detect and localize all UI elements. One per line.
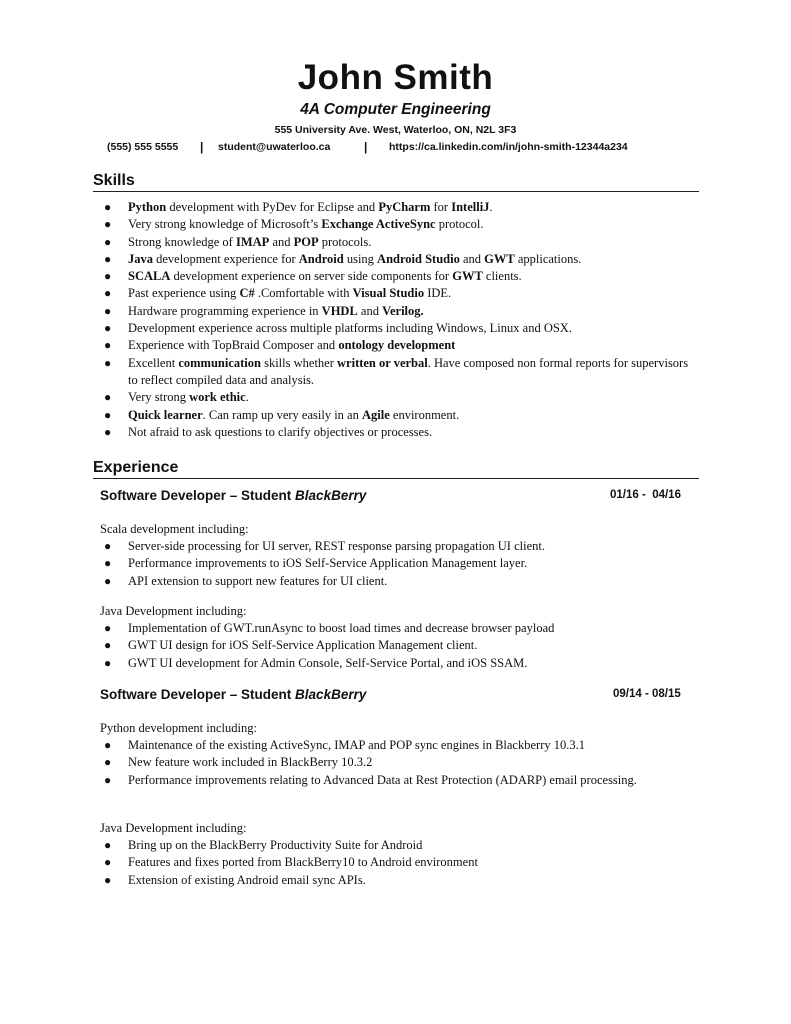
skill-item: [100, 234, 700, 251]
skill-text: development experience for: [153, 251, 299, 266]
skill-text: Experience with TopBraid Composer and: [128, 338, 339, 353]
skill-keyword: ontology development: [338, 338, 456, 353]
skill-keyword: work ethic: [189, 390, 246, 405]
linkedin-link[interactable]: https://ca.linkedin.com/in/john-smith-12344a234: [389, 141, 628, 153]
experience-heading: Experience: [93, 459, 179, 476]
skill-keyword: SCALA: [128, 269, 171, 284]
skill-text: clients.: [482, 269, 522, 284]
address: 555 University Ave. West, Waterloo, ON, N2L 3F3: [274, 124, 517, 136]
skill-keyword: C#: [239, 286, 255, 301]
job-title: [100, 686, 366, 704]
responsibility-list: [100, 620, 700, 672]
responsibility-text: Implementation of GWT.runAsync to boost load times and decrease browser payload: [128, 621, 555, 635]
responsibility-item: [100, 620, 700, 637]
group-intro: Java Development including:: [100, 821, 247, 835]
skill-item: [100, 389, 700, 406]
skill-keyword: GWT: [452, 269, 483, 284]
bullet-icon: ●: [104, 321, 112, 336]
skill-text: protocol.: [435, 217, 484, 232]
responsibility-text: GWT UI development for Admin Console, Self-Service Portal, and iOS SSAM.: [128, 655, 528, 670]
skill-keyword: written or verbal: [337, 355, 428, 370]
responsibility-item: [100, 837, 700, 854]
skill-text: Very strong: [128, 390, 190, 405]
skill-keyword: PyCharm: [378, 200, 431, 214]
skill-text: .: [489, 200, 493, 214]
bullet-icon: ●: [104, 556, 112, 571]
skill-keyword: IMAP: [235, 234, 270, 249]
bullet-icon: ●: [104, 269, 112, 284]
skill-keyword: GWT: [484, 251, 515, 266]
responsibility-item: [100, 854, 700, 871]
skill-text: environment.: [389, 407, 460, 422]
candidate-name: John Smith: [297, 58, 494, 97]
skill-text: Not afraid to ask questions to clarify objectives or processes.: [128, 424, 433, 439]
bullet-icon: ●: [104, 755, 112, 770]
contact-separator: |: [364, 140, 368, 154]
responsibility-text: New feature work included in BlackBerry 10.3.2: [128, 755, 373, 770]
skill-text: Hardware programming experience in: [128, 303, 322, 318]
skill-keyword: Exchange ActiveSync: [321, 217, 436, 232]
skill-text: development with PyDev for Eclipse and: [166, 200, 379, 214]
group-intro: Python development including:: [100, 721, 257, 735]
section-divider: [93, 478, 699, 479]
responsibility-item: [100, 637, 700, 654]
job-dates: 09/14 - 08/15: [613, 688, 681, 700]
responsibility-list: [100, 837, 700, 889]
skill-text: and: [357, 303, 383, 318]
bullet-icon: ●: [104, 407, 112, 422]
responsibility-text: Features and fixes ported from BlackBerry10 to Android environment: [128, 855, 478, 870]
skill-keyword: Python: [128, 200, 167, 214]
phone-number: (555) 555 5555: [107, 141, 179, 153]
section-divider: [93, 191, 699, 192]
bullet-icon: ●: [104, 855, 112, 870]
responsibility-list: [100, 737, 700, 789]
responsibility-text: Server-side processing for UI server, REST response parsing propagation UI client.: [128, 539, 545, 553]
responsibility-text: Performance improvements relating to Advanced Data at Rest Protection (ADARP) email processing.: [128, 772, 637, 787]
contact-separator: |: [200, 140, 204, 154]
skill-item: [100, 407, 700, 424]
bullet-icon: ●: [104, 286, 112, 301]
skill-keyword: Quick learner: [128, 407, 203, 422]
skill-keyword: Agile: [361, 407, 390, 422]
bullet-icon: ●: [104, 772, 112, 787]
bullet-icon: ●: [104, 655, 112, 670]
skill-item: [100, 337, 700, 354]
bullet-icon: ●: [104, 355, 112, 370]
skill-text: . Can ramp up very easily in an: [202, 407, 362, 422]
skill-item: [100, 251, 700, 268]
skill-text: IDE.: [424, 286, 452, 301]
responsibility-item: [100, 872, 700, 889]
bullet-icon: ●: [104, 573, 112, 588]
skill-keyword: VHDL: [321, 303, 358, 318]
bullet-icon: ●: [104, 251, 112, 266]
skill-text: using: [343, 251, 378, 266]
skill-keyword: communication: [178, 355, 261, 370]
program-subtitle: 4A Computer Engineering: [300, 101, 491, 118]
bullet-icon: ●: [104, 872, 112, 887]
bullet-icon: ●: [104, 738, 112, 752]
skill-keyword: IntelliJ: [451, 200, 490, 214]
skill-text: . Have composed non formal reports for supervisors to reflect compiled data and analysis.: [128, 355, 689, 387]
email-address: student@uwaterloo.ca: [218, 141, 331, 153]
responsibility-item: [100, 573, 700, 590]
skill-item: [100, 216, 700, 233]
responsibility-text: Extension of existing Android email sync APIs.: [128, 872, 366, 887]
skill-keyword: Verilog.: [382, 303, 424, 318]
skill-text: .: [245, 390, 249, 405]
skill-item: [100, 320, 700, 337]
job-role: Software Developer – Student: [100, 687, 296, 702]
job-dates: 01/16 - 04/16: [610, 489, 681, 501]
skill-text: Strong knowledge of: [128, 234, 236, 249]
bullet-icon: ●: [104, 200, 112, 214]
skill-text: skills whether: [260, 355, 338, 370]
skill-item: [100, 285, 700, 302]
bullet-icon: ●: [104, 424, 112, 439]
skill-text: for: [430, 200, 452, 214]
responsibility-text: Performance improvements to iOS Self-Service Application Management layer.: [128, 556, 528, 571]
job-company: BlackBerry: [295, 687, 367, 702]
responsibility-item: [100, 737, 700, 754]
skill-text: development experience on server side components for: [170, 269, 453, 284]
skill-text: protocols.: [318, 234, 372, 249]
skills-heading: Skills: [93, 172, 135, 189]
bullet-icon: ●: [104, 338, 112, 353]
skill-keyword: Android: [298, 251, 344, 266]
skill-text: Excellent: [128, 355, 179, 370]
bullet-icon: ●: [104, 539, 112, 553]
group-intro: Scala development including:: [100, 522, 249, 536]
bullet-icon: ●: [104, 638, 112, 653]
responsibility-list: [100, 538, 700, 590]
skill-item: [100, 303, 700, 320]
responsibility-item: [100, 555, 700, 572]
responsibility-text: API extension to support new features for UI client.: [128, 573, 388, 588]
skill-text: Past experience using: [128, 286, 240, 301]
skill-text: .Comfortable with: [254, 286, 353, 301]
bullet-icon: ●: [104, 234, 112, 249]
responsibility-text: Maintenance of the existing ActiveSync, IMAP and POP sync engines in Blackberry 10.3.1: [128, 738, 585, 752]
responsibility-text: Bring up on the BlackBerry Productivity Suite for Android: [128, 838, 423, 852]
job-company: BlackBerry: [295, 488, 367, 503]
skill-text: Very strong knowledge of Microsoft’s: [128, 217, 322, 232]
skill-text: applications.: [514, 251, 582, 266]
group-intro: Java Development including:: [100, 604, 247, 618]
bullet-icon: ●: [104, 390, 112, 405]
skill-item: [100, 355, 700, 390]
skill-text: Development experience across multiple platforms including Windows, Linux and OSX.: [128, 321, 572, 336]
skill-keyword: POP: [293, 234, 319, 249]
bullet-icon: ●: [104, 303, 112, 318]
job-title: [100, 487, 366, 505]
responsibility-text: GWT UI design for iOS Self-Service Application Management client.: [128, 638, 478, 653]
skill-item: [100, 424, 700, 441]
skill-item: [100, 268, 700, 285]
skill-text: and: [269, 234, 294, 249]
bullet-icon: ●: [104, 838, 112, 852]
bullet-icon: ●: [104, 217, 112, 232]
responsibility-item: [100, 655, 700, 672]
job-role: Software Developer – Student: [100, 488, 296, 503]
skills-list: [100, 199, 700, 441]
responsibility-item: [100, 754, 700, 771]
skill-text: and: [459, 251, 485, 266]
skill-keyword: Java: [128, 251, 153, 266]
responsibility-item: [100, 772, 700, 789]
skill-keyword: Android Studio: [377, 251, 460, 266]
skill-item: [100, 199, 700, 216]
responsibility-item: [100, 538, 700, 555]
bullet-icon: ●: [104, 621, 112, 635]
skill-keyword: Visual Studio: [352, 286, 425, 301]
